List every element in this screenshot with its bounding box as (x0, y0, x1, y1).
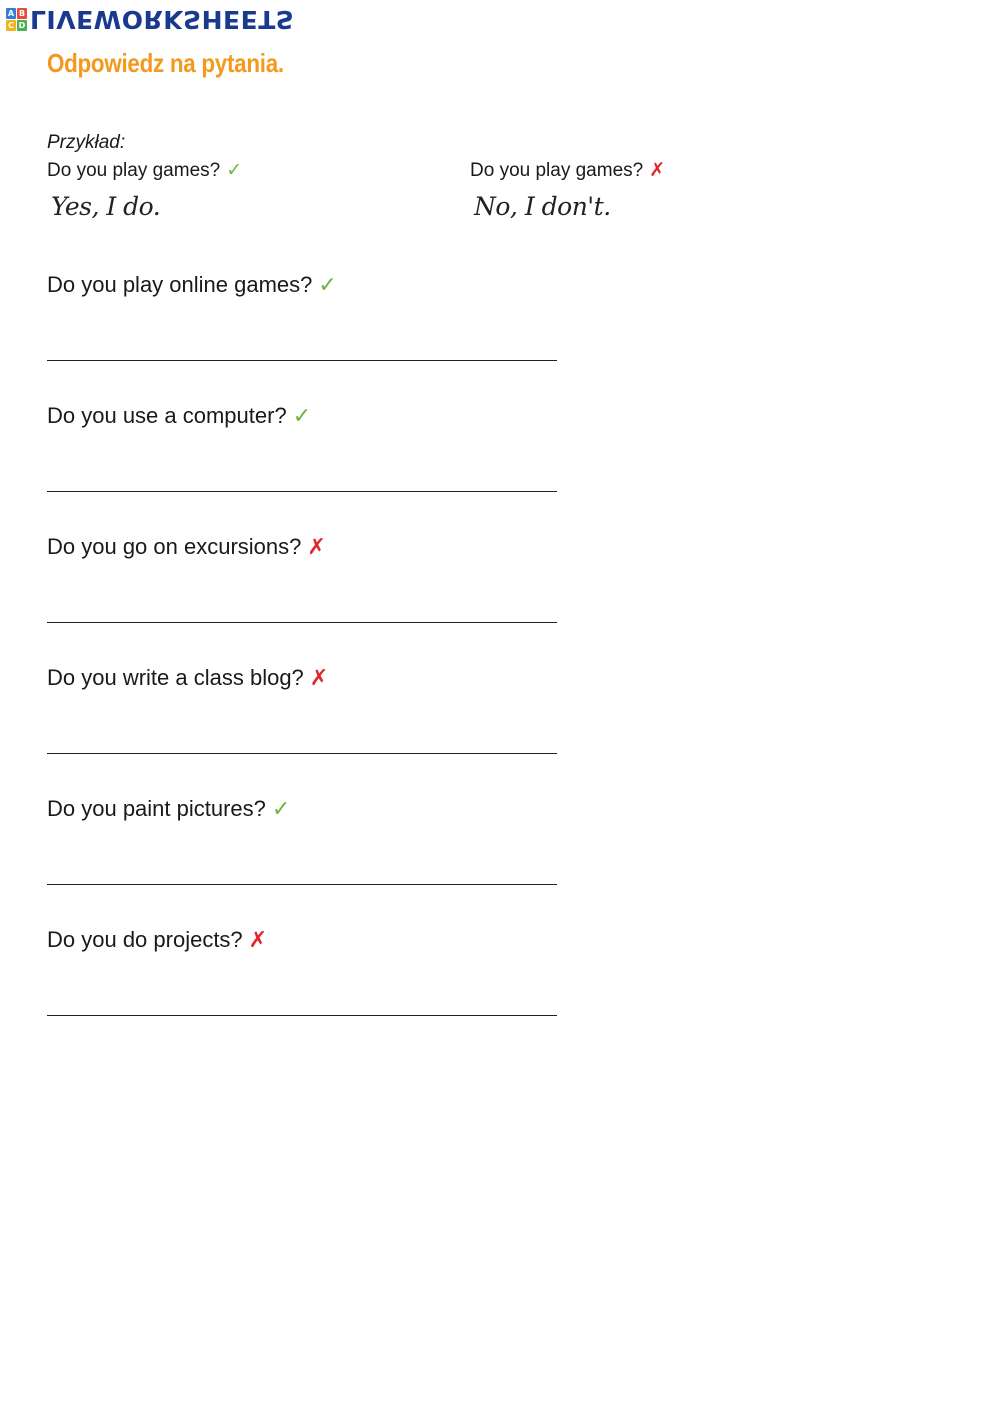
question-text: Do you do projects? (47, 927, 243, 952)
question-item (47, 794, 290, 824)
logo-text: LIVEWORKSHEETS (30, 5, 295, 34)
example-question-text: Do you play games? (47, 160, 221, 181)
example-negative (470, 158, 665, 221)
example-answer: Yes, I do. (51, 192, 161, 221)
answer-line[interactable] (47, 622, 557, 623)
question-item (47, 532, 326, 562)
example-label: Przykład: (47, 132, 126, 153)
example-question-text: Do you play games? (470, 160, 644, 181)
answer-line[interactable] (47, 884, 557, 885)
cross-icon: ✗ (649, 160, 666, 181)
logo-blocks-icon (6, 8, 27, 31)
question-item (47, 663, 328, 693)
answer-line[interactable] (47, 491, 557, 492)
answer-line[interactable] (47, 753, 557, 754)
answer-line[interactable] (47, 1015, 557, 1016)
logo-block: B (18, 8, 26, 18)
logo-block: D (18, 20, 26, 30)
example-question (47, 158, 242, 184)
question-item (47, 925, 267, 955)
question-item (47, 270, 337, 300)
question-text: Do you play online games? (47, 272, 313, 297)
cross-icon: ✗ (307, 534, 326, 559)
cross-icon: ✗ (248, 927, 268, 952)
example-question (470, 158, 665, 184)
worksheet-title: Odpowiedz na pytania. (47, 48, 284, 78)
checkmark-icon: ✓ (292, 403, 312, 428)
checkmark-icon: ✓ (271, 796, 291, 821)
liveworksheets-logo (6, 6, 294, 32)
question-text: Do you write a class blog? (47, 665, 304, 690)
checkmark-icon: ✓ (318, 272, 337, 297)
cross-icon: ✗ (309, 665, 329, 690)
logo-block: A (7, 8, 15, 18)
question-text: Do you go on excursions? (47, 534, 302, 559)
question-text: Do you use a computer? (47, 403, 287, 428)
question-item (47, 401, 311, 431)
example-positive (47, 158, 242, 221)
checkmark-icon: ✓ (226, 160, 243, 181)
logo-block: C (6, 20, 16, 31)
question-text: Do you paint pictures? (47, 796, 266, 821)
answer-line[interactable] (47, 360, 557, 361)
example-answer: No, I don't. (474, 192, 611, 221)
